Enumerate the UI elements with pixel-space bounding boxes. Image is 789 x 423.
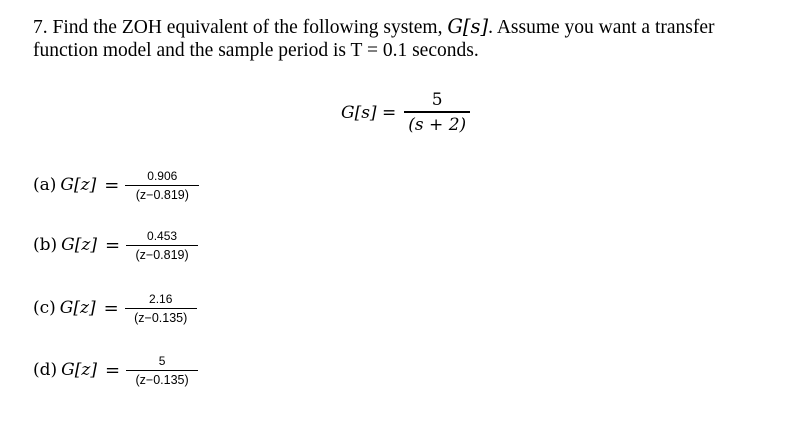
given-numerator: 5 xyxy=(431,90,443,111)
question-line-2: function model and the sample period is T = 0.1 seconds. xyxy=(33,40,479,61)
given-fraction xyxy=(404,89,470,136)
option-d-equals: = xyxy=(104,359,121,381)
option-d-label: (d) xyxy=(33,360,58,380)
option-c[interactable] xyxy=(33,283,197,333)
option-d-expr: G[z] xyxy=(61,360,97,380)
question-text-start: 7. Find the ZOH equivalent of the following system, xyxy=(33,17,448,38)
option-d-denominator: (z−0.135) xyxy=(135,372,189,387)
option-d[interactable] xyxy=(33,345,198,395)
option-a-label: (a) xyxy=(33,175,57,195)
question-symbol-gs: G[s] xyxy=(447,15,489,38)
option-b-expr: G[z] xyxy=(61,235,97,255)
option-c-denominator: (z−0.135) xyxy=(134,310,188,325)
given-lhs: G[s] = xyxy=(341,103,397,123)
option-a-equals: = xyxy=(104,174,120,196)
option-a-expr: G[z] xyxy=(60,175,97,195)
option-a[interactable] xyxy=(33,160,199,210)
option-b-fraction xyxy=(126,227,198,264)
option-b-denominator: (z−0.819) xyxy=(135,247,189,262)
given-transfer-function xyxy=(341,88,470,138)
option-c-equals: = xyxy=(103,297,119,319)
question-line-1 xyxy=(33,16,715,39)
option-d-numerator: 5 xyxy=(158,353,166,368)
option-d-fraction xyxy=(126,352,198,389)
option-a-numerator: 0.906 xyxy=(147,168,178,183)
option-b-label: (b) xyxy=(33,235,58,255)
option-b-numerator: 0.453 xyxy=(147,228,178,243)
option-c-expr: G[z] xyxy=(59,298,96,318)
option-c-label: (c) xyxy=(33,298,56,318)
option-c-numerator: 2.16 xyxy=(149,291,173,306)
question-text-end: . Assume you want a transfer xyxy=(488,17,715,38)
option-c-fraction xyxy=(125,290,197,327)
option-a-fraction xyxy=(125,167,199,204)
option-b[interactable] xyxy=(33,220,198,270)
given-denominator: (s + 2) xyxy=(408,114,467,135)
option-b-equals: = xyxy=(104,234,121,256)
option-a-denominator: (z−0.819) xyxy=(135,187,189,202)
